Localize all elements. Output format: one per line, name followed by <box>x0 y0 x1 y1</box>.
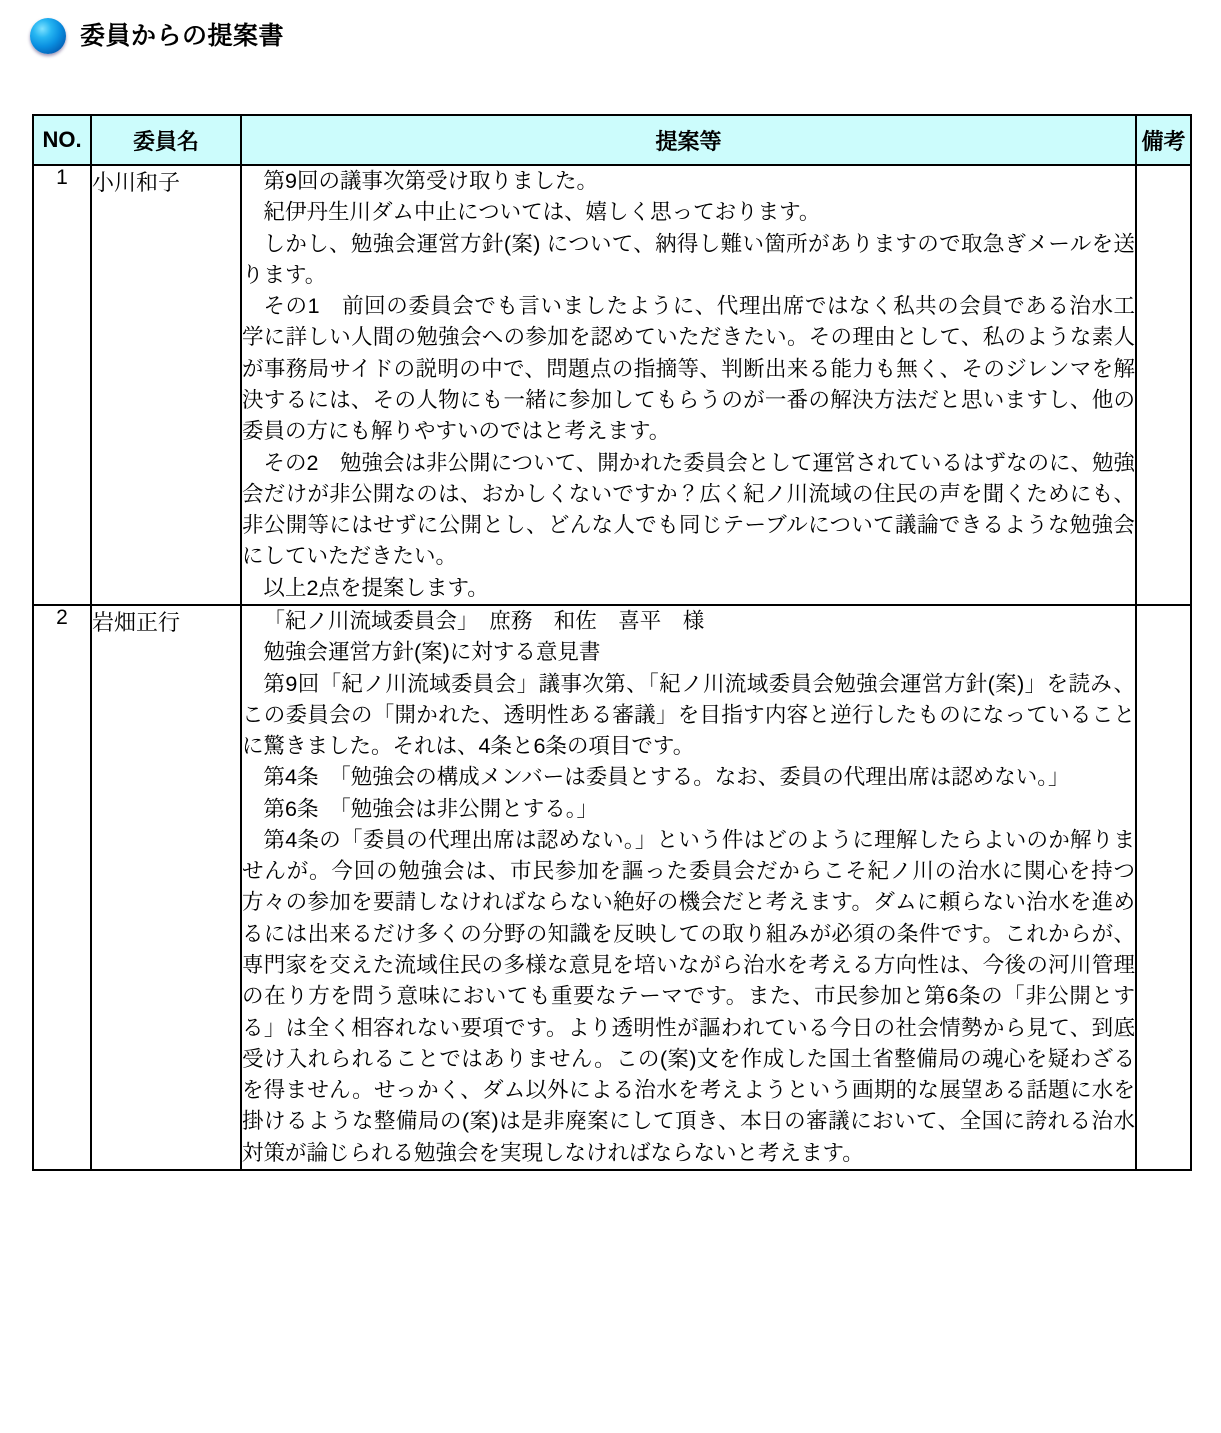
row-member-name: 小川和子 <box>91 165 241 605</box>
row-proposal-text <box>241 605 1136 1170</box>
table-body <box>33 165 1191 1170</box>
proposal-paragraph: 第4条 「勉強会の構成メンバーは委員とする。なお、委員の代理出席は認めない。」 <box>263 765 1070 790</box>
proposal-paragraph: 第4条の「委員の代理出席は認めない。」という件はどのように理解したらよいのか解りませんが。今回の勉強会は、市民参加を謳った委員会だからこそ紀ノ川の治水に関心を持つ方々の参加を要請しなければならない絶好の機会だと考えます。ダムに頼らない治水を進めるには出来るだけ多くの分野の知識を反映しての取り組みが必須の条件です。これからが、専門家を交えた流域住民の多様な意見を培いながら治水を考える方向性は、今後の河川管理の在り方を問う意味においても重要なテーマです。また、市民参加と第6条の「非公開とする」は全く相容れない要項です。より透明性が謳われている今日の社会情勢から見て、到底受け入れられることではありません。この(案)文を作成した国土省整備局の魂心を疑わざるを得ません。せっかく、ダム以外による治水を考えようという画期的な展望ある話題に水を掛けるような整備局の(案)は是非廃案にして頂き、本日の審議において、全国に誇れる治水対策が論じられる勉強会を実現しなければならないと考えます。 <box>242 827 1135 1165</box>
proposal-paragraph: 第9回の議事次第受け取りました。 <box>263 169 598 193</box>
proposal-table <box>32 114 1192 1171</box>
page-title-bar <box>30 18 284 54</box>
proposal-paragraph: 第6条 「勉強会は非公開とする。」 <box>263 796 598 821</box>
blue-sphere-icon <box>30 18 66 54</box>
row-member-name: 岩畑正行 <box>91 605 241 1170</box>
column-header-remarks: 備考 <box>1136 115 1191 165</box>
row-number: 2 <box>33 605 91 1170</box>
table-header-row <box>33 115 1191 165</box>
proposal-paragraph: 紀伊丹生川ダム中止については、嬉しく思っております。 <box>263 200 821 225</box>
column-header-proposal: 提案等 <box>241 115 1136 165</box>
table-row <box>33 165 1191 605</box>
proposal-paragraph: しかし、勉強会運営方針(案) について、納得し難い箇所がありますので取急ぎメールを送ります。 <box>242 231 1135 287</box>
row-remarks <box>1136 165 1191 605</box>
column-header-member-name: 委員名 <box>91 115 241 165</box>
proposal-paragraph: その2 勉強会は非公開について、開かれた委員会として運営されているはずなのに、勉強会だけが非公開なのは、おかしくないですか？広く紀ノ川流域の住民の声を聞くためにも、非公開等にはせずに公開とし、どんな人でも同じテーブルについて議論できるような勉強会にしていただきたい。 <box>242 450 1135 569</box>
row-number: 1 <box>33 165 91 605</box>
proposal-paragraph: 以上2点を提案します。 <box>263 575 489 600</box>
column-header-no: NO. <box>33 115 91 165</box>
table-row <box>33 605 1191 1170</box>
row-remarks <box>1136 605 1191 1170</box>
proposal-paragraph: 第9回「紀ノ川流域委員会」議事次第、「紀ノ川流域委員会勉強会運営方針(案)」を読み、この委員会の「開かれた、透明性ある審議」を目指す内容と逆行したものになっていることに驚きました。それは、4条と6条の項目です。 <box>242 671 1135 759</box>
page-title: 委員からの提案書 <box>80 21 285 50</box>
row-proposal-text <box>241 165 1136 605</box>
proposal-paragraph: 「紀ノ川流域委員会」 庶務 和佐 喜平 様 <box>263 608 705 633</box>
proposal-paragraph: 勉強会運営方針(案)に対する意見書 <box>263 640 601 665</box>
proposal-paragraph: その1 前回の委員会でも言いましたように、代理出席ではなく私共の会員である治水工学に詳しい人間の勉強会への参加を認めていただきたい。その理由として、私のような素人が事務局サイドの説明の中で、問題点の指摘等、判断出来る能力も無く、そのジレンマを解決するには、その人物にも一緒に参加してもらうのが一番の解決方法だと思いますし、他の委員の方にも解りやすいのではと考えます。 <box>242 294 1135 444</box>
